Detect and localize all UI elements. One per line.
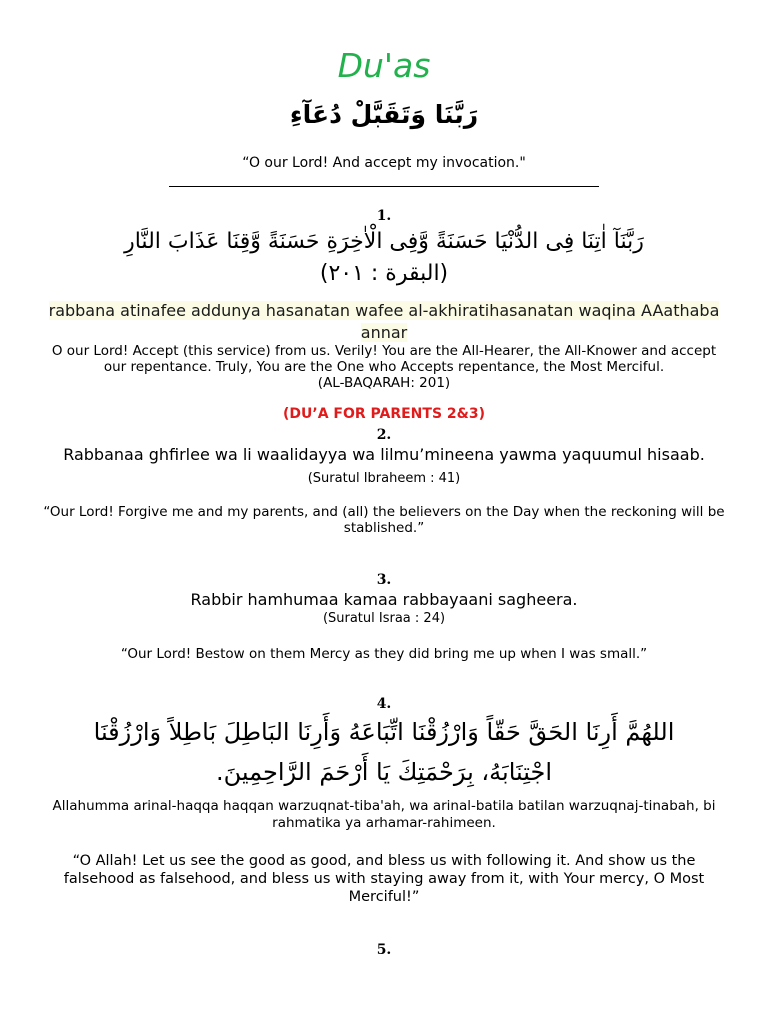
- section-1-meaning-text: O our Lord! Accept (this service) from us. Verily! You are the All-Hearer, the All-Knower and accept our repentance. Truly, You are the One who Accepts repentance, the Most Merciful.: [51, 343, 717, 375]
- section-1-number: 1.: [376, 208, 392, 224]
- section-4-meaning: “O Allah! Let us see the good as good, and bless us with following it. And show us the falsehood as falsehood, and bless us with staying away from it, with Your mercy, O Most Merciful!”: [63, 853, 705, 905]
- page-title: Du'as: [337, 46, 431, 85]
- divider-line: [169, 186, 599, 187]
- invocation-text: “O our Lord! And accept my invocation.": [242, 155, 526, 171]
- section-4-transliteration: Allahumma arinal-haqqa haqqan warzuqnat-tiba'ah, wa arinal-batila batilan warzuqnaj-tinabah, bi rahmatika ya arhamar-rahimeen.: [52, 798, 716, 831]
- section-4-arabic-line-1: اللهُمَّ أَرِنَا الحَقَّ حَقّاً وَارْزُقْنَا اتِّبَاعَهُ وَأَرِنَا البَاطِلَ بَاطِلاً وَارْزُقْنَا: [93, 718, 675, 746]
- section-1-arabic: [40, 226, 728, 290]
- section-1-transliteration: [40, 300, 728, 344]
- section-2-meaning: “Our Lord! Forgive me and my parents, and (all) the believers on the Day when the reckoning will be stablished.”: [43, 504, 725, 536]
- section-2-reference: (Suratul Ibraheem : 41): [307, 471, 461, 486]
- section-2-transliteration-text: Rabbanaa ghfirlee wa li waalidayya wa lilmu’mineena yawma yaquumul hisaab.: [63, 445, 705, 464]
- section-1-arabic-ref: (البقرة : ٢٠١): [319, 261, 449, 286]
- section-3-reference: (Suratul Israa : 24): [322, 611, 446, 626]
- arabic-heading: رَبَّنَا وَتَقَبَّلْ دُعَآءِ: [289, 100, 479, 129]
- section-3-transliteration: Rabbir hamhumaa kamaa rabbayaani sagheera.: [190, 590, 578, 609]
- section-1-arabic-text: رَبَّنَآ اٰتِنَا فِى الدُّنْيَا حَسَنَةً وَّفِى الْاٰخِرَةِ حَسَنَةً وَّقِنَا عَذَابَ النَّارِ: [124, 229, 644, 254]
- section-1-meaning: [40, 343, 728, 391]
- section-2-transliteration: [40, 444, 728, 490]
- section-2-number: 2.: [376, 427, 392, 443]
- parents-header: (DU’A FOR PARENTS 2&3): [282, 406, 485, 422]
- section-5-number: 5.: [376, 942, 392, 958]
- section-1-transliteration-text: rabbana atinafee addunya hasanatan wafee al-akhiratihasanatan waqina AAathaba annar: [48, 301, 720, 342]
- section-4-arabic-line-2: اجْتِنَابَهُ، بِرَحْمَتِكَ يَا أَرْحَمَ الرَّاحِمِينَ.: [215, 758, 552, 786]
- section-4-arabic: [50, 712, 718, 792]
- section-3-number: 3.: [376, 572, 392, 588]
- section-4-number: 4.: [376, 696, 392, 712]
- section-3-meaning: “Our Lord! Bestow on them Mercy as they did bring me up when I was small.”: [120, 646, 648, 662]
- section-1-reference: (AL-BAQARAH: 201): [317, 375, 451, 391]
